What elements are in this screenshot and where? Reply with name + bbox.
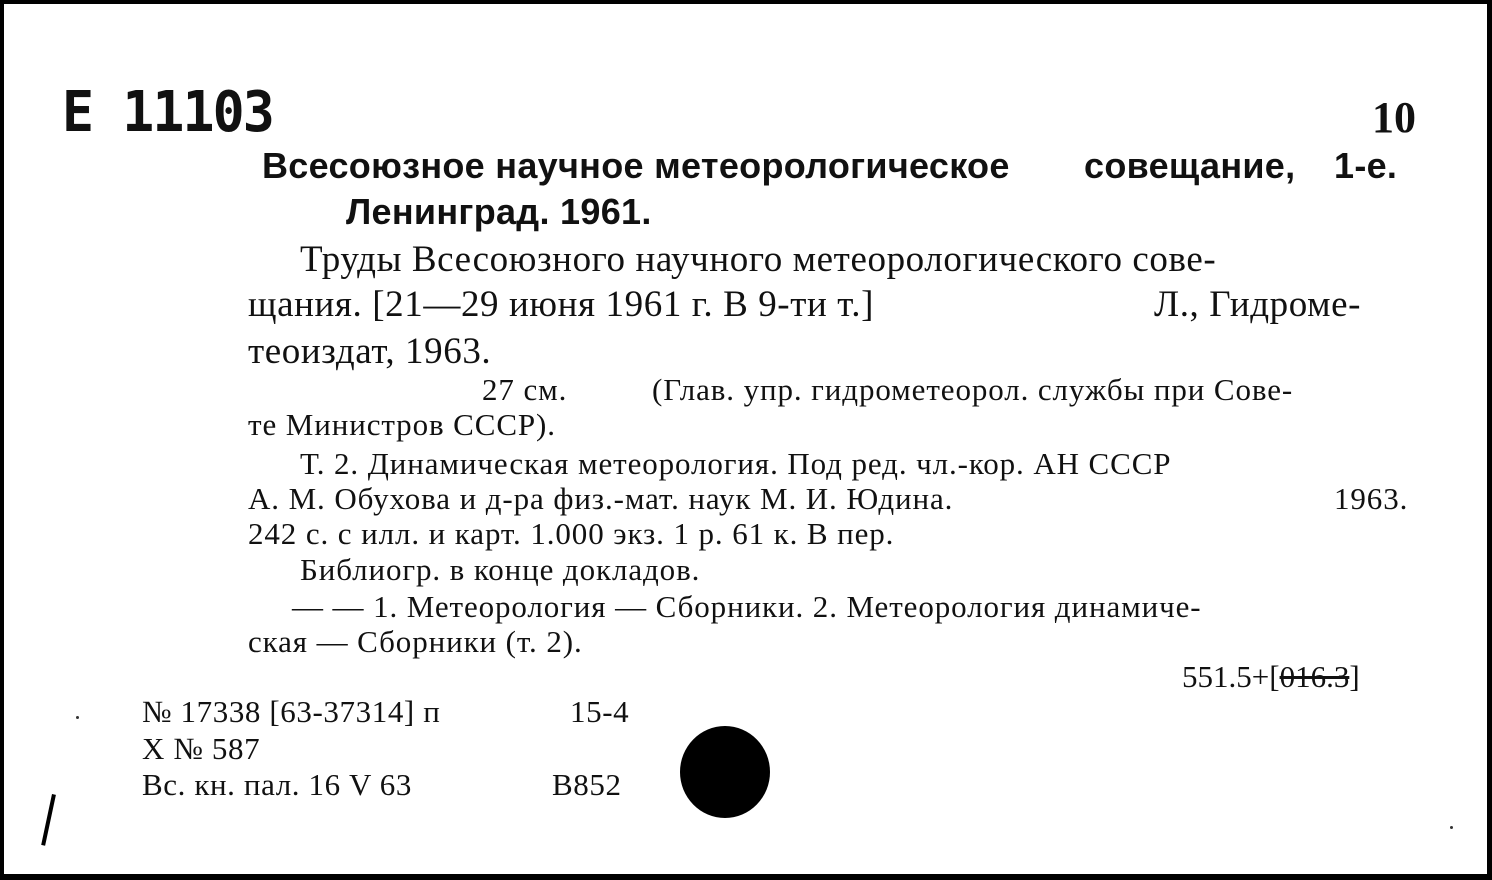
classification-close: ] [1349,659,1360,694]
description-subjects-line2: ская — Сборники (т. 2). [248,624,583,659]
title-line3: теоиздат, 1963. [248,331,492,372]
speck [76,716,79,719]
heading-line1-a: Всесоюзное научное метеорологическое [262,145,1010,186]
description-series: (Глав. упр. гидрометеорол. службы при Сове- [652,372,1294,407]
description-year: 1963. [1334,481,1409,516]
punch-hole [680,726,770,818]
description-pages: 242 с. с илл. и карт. 1.000 экз. 1 р. 61 к. В пер. [248,516,895,551]
heading-line2: Ленинград. 1961. [346,191,652,232]
heading-line1-c: 1-е. [1334,145,1398,186]
title-line2-a: щания. [21—29 июня 1961 г. В 9-ти т.] [248,284,874,325]
footer-order-number: № 17338 [63-37314] п [142,694,441,729]
speck [1450,826,1453,829]
description-editors: А. М. Обухова и д-ра физ.-мат. наук М. И. Юдина. [248,481,954,516]
footer-code: 15-4 [570,694,630,729]
description-size: 27 см. [482,372,568,407]
description-volume: Т. 2. Динамическая метеорология. Под ред. чл.-кор. АН СССР [300,446,1172,481]
footer-chamber: Вс. кн. пал. 16 V 63 [142,767,413,802]
description-bibliography: Библиогр. в конце докладов. [300,552,701,587]
classification-struck: 016.3 [1279,659,1350,694]
footer-print-code: В852 [552,767,622,802]
footer-x-number: Х № 587 [142,731,261,766]
title-line2-b: Л., Гидроме- [1154,284,1362,325]
title-line1: Труды Всесоюзного научного метеорологического сове- [300,239,1217,280]
classification-main: 551.5+[ [1182,659,1280,694]
classification-code [1182,659,1360,695]
pen-mark [41,794,56,846]
card-number: 10 [1372,93,1416,142]
handwritten-accession-number: E 11103 [62,80,273,145]
description-line2: те Министров СССР). [248,407,556,442]
description-subjects-line1: — — 1. Метеорология — Сборники. 2. Метеорология динамиче- [292,589,1202,624]
heading-line1-b: совещание, [1084,145,1296,186]
